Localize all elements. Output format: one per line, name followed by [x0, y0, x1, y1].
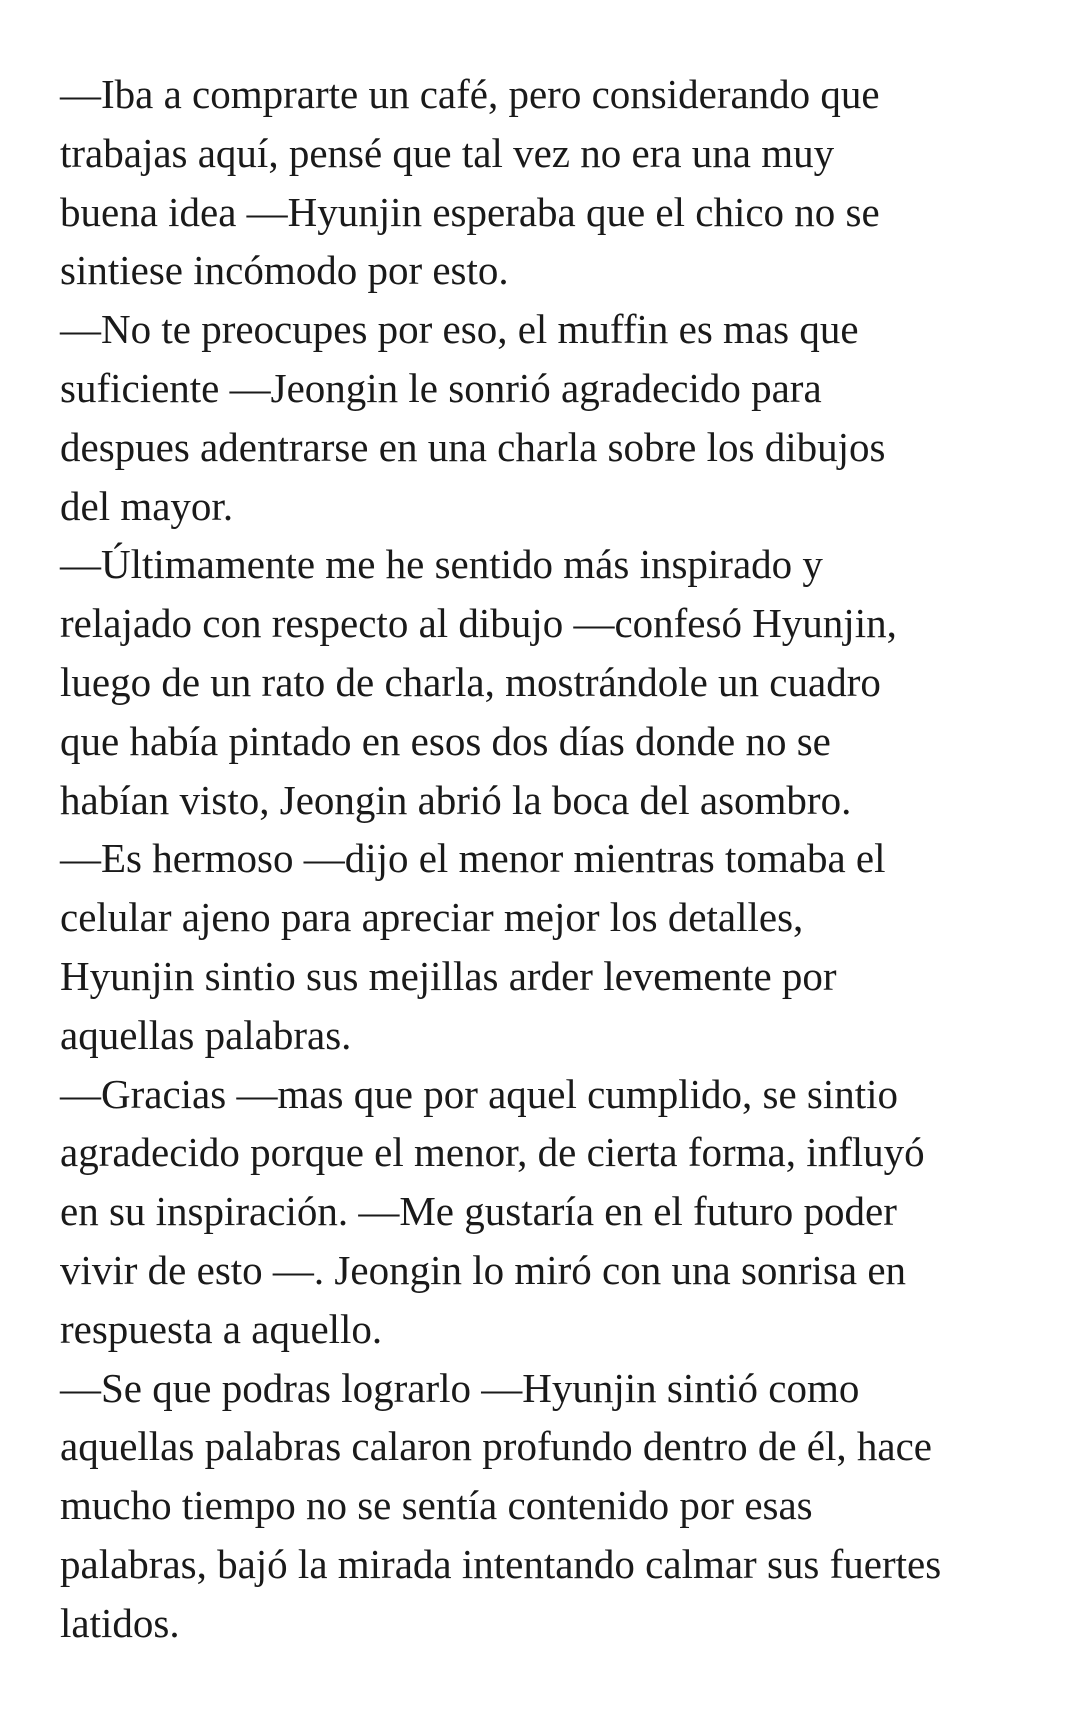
text-line: aquellas palabras calaron profundo dentro de él, hace [60, 1423, 932, 1470]
text-line: agradecido porque el menor, de cierta forma, influyó [60, 1129, 925, 1176]
text-line: celular ajeno para apreciar mejor los detalles, [60, 894, 804, 941]
text-line: —No te preocupes por eso, el muffin es mas que [60, 306, 859, 353]
text-line: mucho tiempo no se sentía contenido por esas [60, 1482, 813, 1529]
text-line: —Últimamente me he sentido más inspirado y [60, 541, 823, 588]
text-line: respuesta a aquello. [60, 1305, 383, 1352]
text-line: —Gracias —mas que por aquel cumplido, se sintio [60, 1070, 899, 1117]
text-line: —Iba a comprarte un café, pero considerando que [60, 71, 880, 117]
text-line: —Se que podras lograrlo —Hyunjin sintió como [60, 1364, 860, 1411]
text-line: buena idea —Hyunjin esperaba que el chico no se [60, 188, 880, 235]
text-line: que había pintado en esos dos días donde no se [60, 717, 831, 764]
text-line: Hyunjin sintio sus mejillas arder levemente por [60, 952, 837, 999]
text-line: vivir de esto —. Jeongin lo miró con una sonrisa en [60, 1246, 907, 1293]
text-line: palabras, bajó la mirada intentando calmar sus fuertes [60, 1540, 942, 1587]
text-line: relajado con respecto al dibujo —confesó Hyunjin, [60, 600, 897, 647]
text-line: latidos. [60, 1599, 180, 1646]
text-line: luego de un rato de charla, mostrándole un cuadro [60, 658, 881, 705]
text-line: del mayor. [60, 482, 234, 529]
text-line: habían visto, Jeongin abrió la boca del asombro. [60, 776, 852, 823]
text-line: suficiente —Jeongin le sonrió agradecido para [60, 364, 822, 411]
text-line: aquellas palabras. [60, 1011, 352, 1058]
text-line: en su inspiración. —Me gustaría en el futuro poder [60, 1188, 897, 1235]
text-line: trabajas aquí, pensé que tal vez no era una muy [60, 129, 835, 176]
text-line: —Es hermoso —dijo el menor mientras tomaba el [60, 835, 886, 882]
text-line: despues adentrarse en una charla sobre los dibujos [60, 423, 886, 470]
text-line: sintiese incómodo por esto. [60, 247, 509, 294]
story-text-block [60, 65, 1040, 1653]
